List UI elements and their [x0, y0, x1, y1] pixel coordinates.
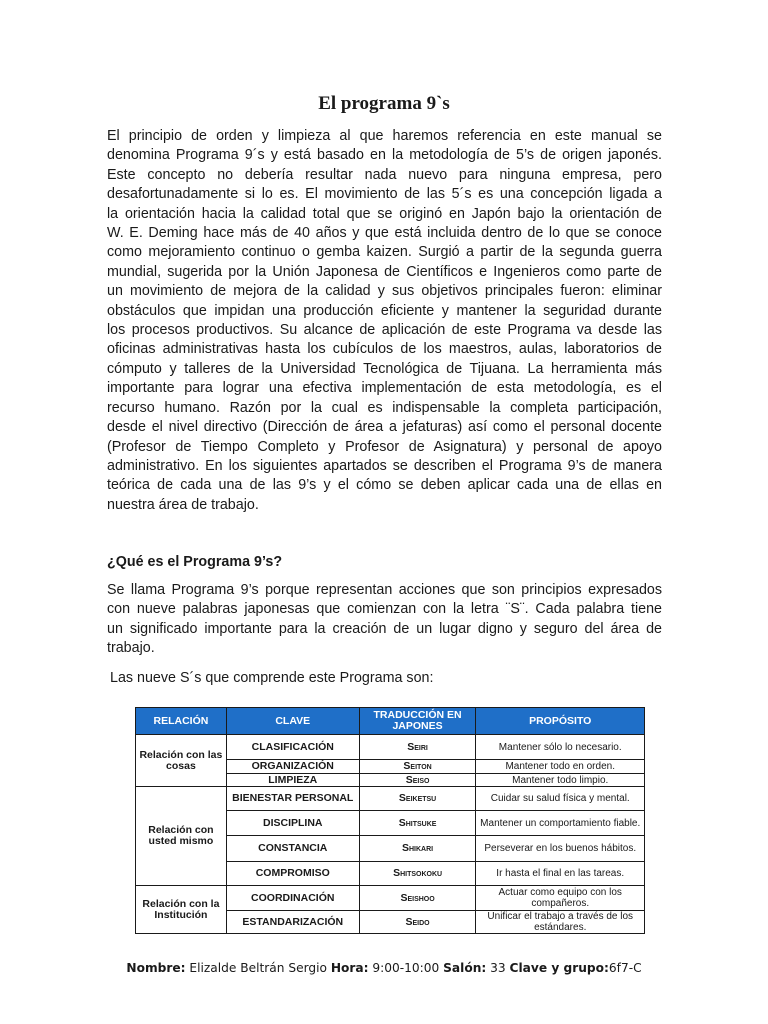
nombre-value: Elizalde Beltrán Sergio — [189, 961, 327, 975]
hora-label: Hora: — [330, 961, 369, 975]
row-jap: Seiketsu — [359, 787, 476, 811]
nombre-label: Nombre: — [126, 961, 186, 975]
text-line: teórica de cada una de las 9’s y el cómo se deben aplicar cada una de ellas en — [107, 477, 662, 494]
text-line: oficinas administrativas hasta los cubículos de los maestros, aulas, laboratorios de — [107, 341, 662, 358]
document-title: El programa 9`s — [318, 93, 450, 114]
row-jap: Shikari — [359, 836, 476, 862]
salon-label: Salón: — [443, 961, 487, 975]
row-prop: Mantener un comportamiento fiable. — [476, 811, 645, 836]
header-relacion: RELACIÓN — [136, 708, 227, 735]
text-line: la orientación hacia la calidad total que se originó en Japón bajo la orientación de — [107, 205, 662, 222]
text-line: un movimiento de mejora de la calidad y sus objetivos principales fueron: eliminar — [107, 283, 662, 300]
salon-value: 33 — [490, 961, 506, 975]
row-clave: LIMPIEZA — [226, 774, 359, 787]
table-intro-text: Las nueve S´s que comprende este Programa son: — [110, 670, 434, 686]
row-jap: Shitsuke — [359, 811, 476, 836]
row-prop: Actuar como equipo con los compañeros. — [476, 886, 645, 911]
paragraph-definition — [107, 581, 662, 659]
text-line: los procesos productivos. Su alcance de aplicación de este Programa va desde las — [107, 322, 662, 339]
text-line: desde el nivel directivo (Dirección de área a jefaturas) así como el personal docente — [107, 419, 662, 436]
row-jap: Seiso — [359, 774, 476, 787]
nine-s-table — [135, 707, 645, 934]
row-prop: Cuidar su salud física y mental. — [476, 787, 645, 811]
group-cosas: Relación con las cosas — [136, 735, 227, 787]
text-line: obstáculos que impidan una producción eficiente y mantener la seguridad durante — [107, 302, 662, 319]
text-line: con nueve palabras japonesas que comienzan con la letra ¨S¨. Cada palabra tiene — [107, 601, 662, 618]
row-jap: Seido — [359, 911, 476, 934]
clave-grupo-label: Clave y grupo: — [509, 961, 609, 975]
row-prop: Mantener sólo lo necesario. — [476, 735, 645, 760]
row-clave: CONSTANCIA — [226, 836, 359, 862]
row-prop: Ir hasta el final en las tareas. — [476, 862, 645, 886]
row-jap: Seiton — [359, 760, 476, 774]
text-line: cómputo y talleres de la Universidad Tecnológica de Tijuana. La herramienta más — [107, 360, 662, 377]
group-institucion: Relación con la Institución — [136, 886, 227, 934]
text-line: Este concepto no debería resultar nada nuevo para ninguna empresa, pero — [107, 166, 662, 183]
text-line: como mejoramiento continuo o gemba kaizen. Surgió a partir de la segunda guerra — [107, 244, 662, 261]
row-jap: Seiri — [359, 735, 476, 760]
text-line: importante para lograr una efectiva implementación de esta metodología, es el — [107, 380, 662, 397]
text-line: desafortunadamente si lo es. El movimiento de las 5´s es una concepción ligada a — [107, 186, 662, 203]
header-traduccion: TRADUCCIÓN EN JAPONES — [359, 708, 476, 735]
text-line: recurso humano. Razón por la cual es indispensable la completa participación, — [107, 399, 662, 416]
text-line: Se llama Programa 9’s porque representan acciones que son principios expresados — [107, 582, 662, 598]
text-line: El principio de orden y limpieza al que haremos referencia en este manual se — [107, 128, 662, 144]
row-prop: Mantener todo limpio. — [476, 774, 645, 787]
text-line: nuestra área de trabajo. — [107, 496, 259, 513]
clave-grupo-value: 6f7-C — [608, 961, 642, 975]
text-line: W. E. Deming hace más de 40 años y que está incluida dentro de lo que se conoce — [107, 225, 662, 242]
row-clave: ORGANIZACIÓN — [226, 760, 359, 774]
row-prop: Unificar el trabajo a través de los estándares. — [476, 911, 645, 934]
row-clave: DISCIPLINA — [226, 811, 359, 836]
row-clave: COMPROMISO — [226, 862, 359, 886]
paragraph-intro — [107, 127, 662, 515]
hora-value: 9:00-10:00 — [372, 961, 440, 975]
text-line: denomina Programa 9´s y está basado en la metodología de 5’s de origen japonés. — [107, 147, 662, 164]
row-clave: COORDINACIÓN — [226, 886, 359, 911]
row-jap: Shitsokoku — [359, 862, 476, 886]
row-jap: Seishoo — [359, 886, 476, 911]
text-line: (Profesor de Tiempo Completo y Profesor de Asignatura) y personal de apoyo — [107, 438, 662, 455]
header-clave: CLAVE — [226, 708, 359, 735]
student-info-footer — [0, 961, 768, 975]
text-line: un significado importante para la creación de un lugar digno y seguro del área de — [107, 620, 662, 637]
row-clave: ESTANDARIZACIÓN — [226, 911, 359, 934]
row-clave: CLASIFICACIÓN — [226, 735, 359, 760]
text-line: trabajo. — [107, 640, 155, 657]
row-clave: BIENESTAR PERSONAL — [226, 787, 359, 811]
row-prop: Mantener todo en orden. — [476, 760, 645, 774]
section-heading: ¿Qué es el Programa 9’s? — [107, 554, 283, 570]
row-prop: Perseverar en los buenos hábitos. — [476, 836, 645, 862]
header-proposito: PROPÓSITO — [476, 708, 645, 735]
text-line: mundial, sugerida por la Unión Japonesa de Científicos e Ingenieros como parte de — [107, 263, 662, 280]
text-line: administrativo. En los siguientes apartados se describen el Programa 9’s de manera — [107, 457, 662, 474]
group-usted: Relación con usted mismo — [136, 787, 227, 886]
